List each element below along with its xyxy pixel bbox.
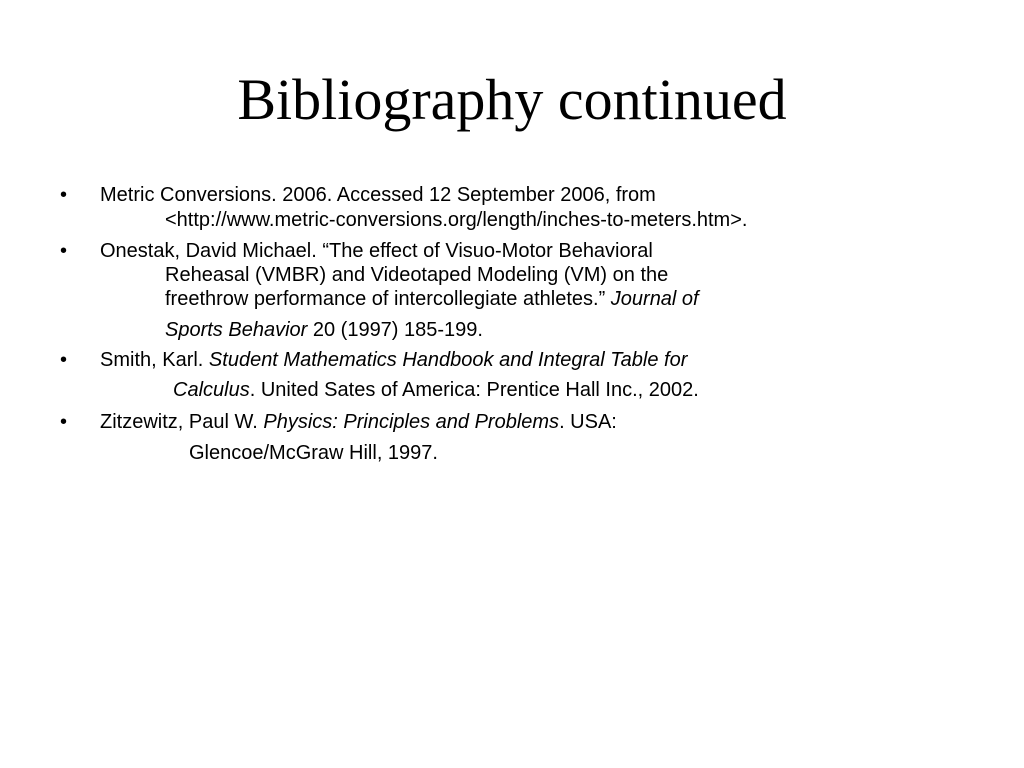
reference-line bbox=[100, 348, 687, 372]
book-title: Calculus bbox=[173, 379, 250, 401]
reference-line: Onestak, David Michael. “The effect of Visuo-Motor Behavioral bbox=[100, 240, 653, 262]
book-title: Physics: Principles and Problems bbox=[263, 411, 560, 433]
bullet-marker: • bbox=[60, 349, 68, 371]
bullet-marker: • bbox=[60, 240, 68, 262]
reference-text: 20 (1997) 185-199. bbox=[307, 319, 483, 341]
reference-text: . United Sates of America: Prentice Hall Inc., 2002. bbox=[249, 379, 699, 401]
journal-title: Sports Behavior bbox=[165, 319, 308, 341]
reference-url: <http://www.metric-conversions.org/length/inches-to-meters.htm>. bbox=[165, 209, 748, 231]
reference-line bbox=[165, 287, 699, 311]
reference-line bbox=[173, 378, 699, 402]
bullet-marker: • bbox=[60, 184, 68, 206]
reference-line bbox=[100, 410, 617, 434]
journal-title: Journal of bbox=[610, 288, 699, 310]
slide-title: Bibliography continued bbox=[237, 67, 787, 132]
book-title: Student Mathematics Handbook and Integral Table for bbox=[208, 349, 688, 371]
reference-line: Metric Conversions. 2006. Accessed 12 September 2006, from bbox=[100, 184, 656, 206]
reference-text: . USA: bbox=[559, 411, 617, 433]
reference-line bbox=[165, 318, 483, 342]
bullet-marker: • bbox=[60, 411, 68, 433]
reference-text: freethrow performance of intercollegiate athletes.” bbox=[165, 288, 611, 310]
reference-author: Zitzewitz, Paul W. bbox=[100, 411, 264, 433]
reference-author: Smith, Karl. bbox=[100, 349, 209, 371]
reference-line: Glencoe/McGraw Hill, 1997. bbox=[189, 442, 438, 464]
reference-line: Reheasal (VMBR) and Videotaped Modeling (VM) on the bbox=[165, 264, 669, 286]
